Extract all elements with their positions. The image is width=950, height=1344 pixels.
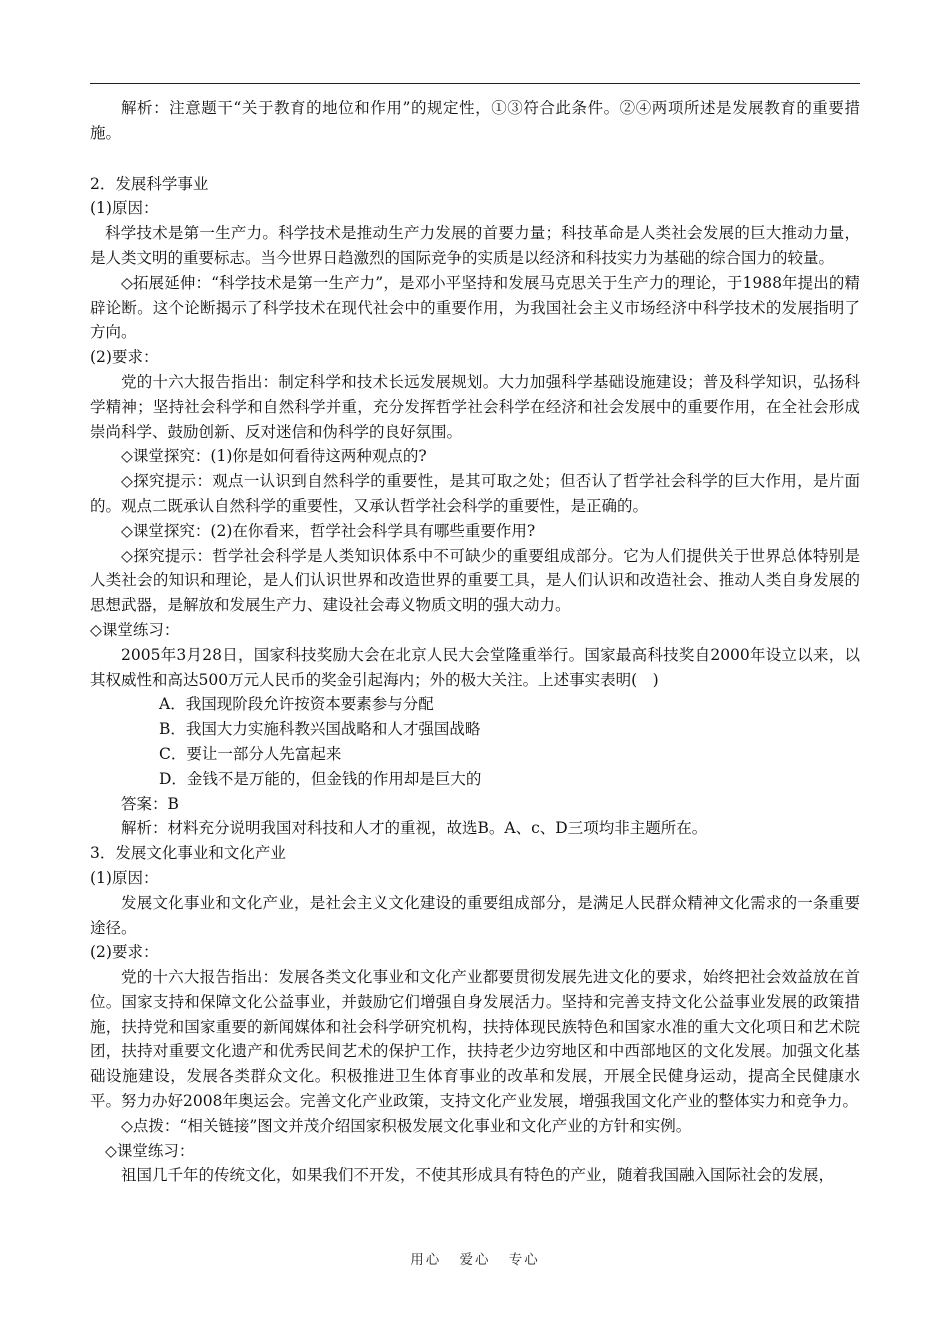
explore-question-2: ◇课堂探究：(2)在你看来，哲学社会科学具有哪些重要作用? xyxy=(121,521,536,540)
option-d: D．金钱不是万能的，但金钱的作用却是巨大的 xyxy=(159,769,482,788)
answer-analysis: 解析：材料充分说明我国对科技和人才的重视，故选B。A、c、D三项均非主题所在。 xyxy=(121,819,708,838)
document-body xyxy=(90,96,860,1188)
practice-question: 2005年3月28日，国家科技奖励大会在北京人民大会堂隆重举行。国家最高科技奖自2000年设立以来，以其权威性和高达500万元人民币的奖金引起海内；外的极大关注。上述事实表明( ) xyxy=(90,645,860,689)
page-footer: 用心 爱心 专心 xyxy=(410,1252,540,1268)
culture-requirement-label: (2)要求： xyxy=(90,943,159,962)
top-analysis: 解析：注意题干“关于教育的地位和作用”的规定性，①③符合此条件。②④两项所述是发展教育的重要措施。 xyxy=(90,99,860,142)
header-rule xyxy=(90,83,860,84)
reason-label: (1)原因： xyxy=(90,199,159,218)
option-b: B．我国大力实施科教兴国战略和人才强国战略 xyxy=(159,720,481,739)
extension-paragraph: ◇拓展延伸：“科学技术是第一生产力”，是邓小平坚持和发展马克思关于生产力的理论，于1988年提出的精辟论断。这个论断揭示了科学技术在现代社会中的重要作用，为我国社会主义市场经济中科学技术的发展指明了方向。 xyxy=(90,273,860,342)
culture-reason-label: (1)原因： xyxy=(90,868,159,887)
section-heading-culture: 3．发展文化事业和文化产业 xyxy=(90,844,286,863)
requirement-label: (2)要求： xyxy=(90,348,159,367)
reason-paragraph: 科学技术是第一生产力。科学技术是推动生产力发展的首要力量；科技革命是人类社会发展的巨大推动力量，是人类文明的重要标志。当今世界日趋激烈的国际竞争的实质是以经济和科技实力为基础的综合国力的较量。 xyxy=(90,224,860,267)
culture-requirement-paragraph: 党的十六大报告指出：发展各类文化事业和文化产业都要贯彻发展先进文化的要求，始终把社会效益放在首位。国家支持和保障文化公益事业，并鼓励它们增强自身发展活力。坚持和完善支持文化公益事业发展的政策措施，扶持党和国家重要的新闻媒体和社会科学研究机构，扶持体现民族特色和国家水准的重大文化项日和艺术院团，扶持对重要文化遗产和优秀民间艺术的保护工作，扶持老少边穷地区和中西部地区的文化发展。加强文化基础设施建设，发展各类群众文化。积极推进卫生体育事业的改革和发展，开展全民健身运动，提高全民健康水平。努力办好2008年奥运会。完善文化产业政策，支持文化产业发展，增强我国文化产业的整体实力和竞争力。 xyxy=(90,968,860,1111)
answer: 答案：B xyxy=(121,794,179,813)
option-a: A．我国现阶段允许按资本要素参与分配 xyxy=(159,695,434,714)
option-c: C．要让一部分人先富起来 xyxy=(159,744,342,763)
culture-reason-paragraph: 发展文化事业和文化产业，是社会主义文化建设的重要组成部分，是满足人民群众精神文化需求的一条重要途径。 xyxy=(90,893,860,937)
practice-label: ◇课堂练习： xyxy=(90,620,180,639)
explore-question-1: ◇课堂探究：(1)你是如何看待这两种观点的? xyxy=(121,447,427,466)
tip-paragraph: ◇点拨：“相关链接”图文并茂介绍国家积极发展文化事业和文化产业的方针和实例。 xyxy=(121,1116,692,1135)
culture-practice-label: ◇课堂练习： xyxy=(105,1141,195,1160)
section-heading-science: 2．发展科学事业 xyxy=(90,174,209,193)
explore-hint-1: ◇探究提示：观点一认识到自然科学的重要性，是其可取之处；但否认了哲学社会科学的巨大作用，是片面的。观点二既承认自然科学的重要性，又承认哲学社会科学的重要性，是正确的。 xyxy=(90,472,860,515)
requirement-paragraph: 党的十六大报告指出：制定科学和技术长远发展规划。大力加强科学基础设施建设；普及科学知识，弘扬科学精神；坚持社会科学和自然科学并重，充分发挥哲学社会科学在经济和社会发展中的重要作用，在全社会形成崇尚科学、鼓励创新、反对迷信和伪科学的良好氛围。 xyxy=(90,372,860,441)
explore-hint-2: ◇探究提示：哲学社会科学是人类知识体系中不可缺少的重要组成部分。它为人们提供关于世界总体特别是人类社会的知识和理论，是人们认识世界和改造世界的重要工具，是人们认识和改造社会、推动人类自身发展的思想武器，是解放和发展生产力、建设社会毒义物质文明的强大动力。 xyxy=(90,546,860,615)
culture-practice-text: 祖国几千年的传统文化，如果我们不开发，不使其形成具有特色的产业，随着我国融入国际社会的发展， xyxy=(121,1166,835,1185)
